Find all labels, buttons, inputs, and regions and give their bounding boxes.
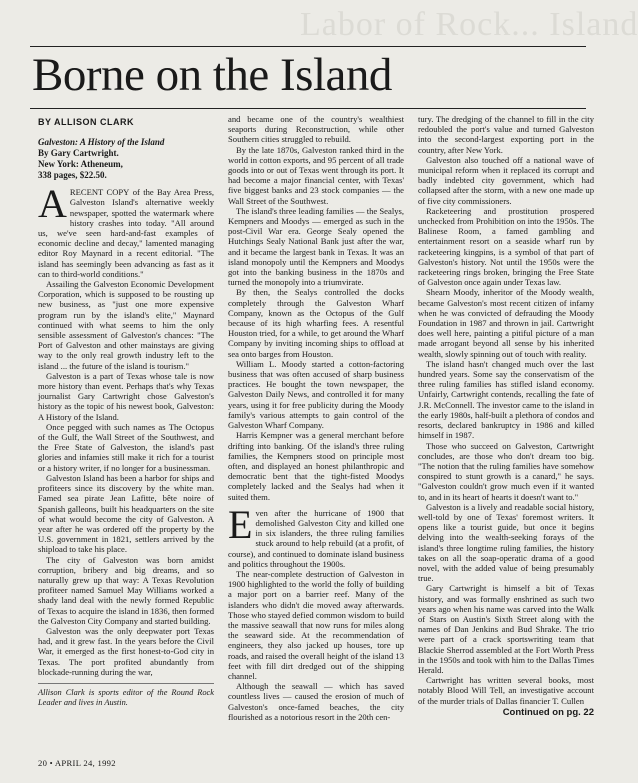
author-note: Allison Clark is sports editor of the Round Rock Leader and lives in Austin. bbox=[38, 683, 214, 708]
column-2 bbox=[228, 114, 404, 722]
paragraph: The city of Galveston was born amidst corruption, bribery and big dreams, and so naturally grew up that way: A Texas Revolution profiteer named Samuel May Williams worked a shady land deal with the newly formed Republic of Texas to acquire the island in 1836, then formed the Galveston City Company and started building. bbox=[38, 554, 214, 626]
paragraph: Once pegged with such names as The Octopus of the Gulf, the Wall Street of the Southwest, and the Free State of Galveston, the island's past glories and infamies still make it rich for a tourist or a history writer, if no longer for a businessman. bbox=[38, 421, 214, 473]
paragraph: Cartwright has written several books, most notably Blood Will Tell, an investigative account of the murder trials of Dallas financier T. Cullen bbox=[418, 675, 594, 706]
paragraph: Although the seawall — which has saved countless lives — caused the erosion of much of Galveston's once-famed beaches, the city flourished as a notorious resort in the 20th cen- bbox=[228, 681, 404, 722]
book-publisher: New York: Atheneum, bbox=[38, 159, 123, 170]
paragraph-text: ven after the hurricane of 1900 that demolished Galveston City and killed one in six islanders, the three ruling families stuck around to help rebuild (at a profit, of course), and continued to dominate island business and politics throughout the 1900s. bbox=[228, 507, 404, 569]
column-1 bbox=[38, 114, 214, 708]
paragraph: Racketeering and prostitution prospered unchecked from Prohibition on into the 1950s. The Balinese Room, a famed gambling and entertainment resort on a seaside wharf run by racketeering kingpins, is a symbol of that part of Galveston's history. Not until the 1950s were the racketeering rings broken, bringing the Free State of Galveston once again under Texas law. bbox=[418, 205, 594, 288]
paragraph: Harris Kempner was a general merchant before drifting into banking. Of the island's three ruling families, the Kempners stood on principle most often, and displayed an honest philanthropic and democratic bent that the tight-fisted Moodys completely lacked and the Sealys had when it suited them. bbox=[228, 430, 404, 502]
paragraph: Galveston also touched off a national wave of municipal reform when it replaced its corrupt and badly indebted city government, which had collapsed after the storm, with a new one made up of five city commissioners. bbox=[418, 154, 594, 206]
bleed-through-text: Labor of Rock... Island bbox=[300, 6, 638, 43]
paragraph: The island hasn't changed much over the last hundred years. Some say the conservatism of the three ruling families has stifled island economy. Unfairly, Cartwright contends, recalling the fate of J.R. McConnell. The investor came to the island in the early 1980s, half-built a plethora of condos and resorts, declared bankruptcy in 1986 and killed himself in 1987. bbox=[418, 358, 594, 441]
top-rule bbox=[30, 46, 586, 47]
paragraph: Assailing the Galveston Economic Development Corporation, which is supposed to be rousting up new business, as "just one more expensive program run by the island's elite," Maynard continued with what seems to him the only sensible assessment of Galveston's chances: "The Port of Galveston and other mainstays are giving way to the only real growth industry left to the island ... the future of the island is tourism." bbox=[38, 279, 214, 371]
article-body bbox=[38, 114, 596, 754]
paragraph: and became one of the country's wealthiest seaports during Reconstruction, while other Southern cities struggled to rebuild. bbox=[228, 114, 404, 145]
paragraph: Those who succeed on Galveston, Cartwright concludes, are those who don't dream too big. "The notion that the ruling families have somehow conspired to stunt growth is a canard," he says. "Galveston couldn't grow much even if it wanted to, and in its heart of hearts it doesn't want to." bbox=[418, 440, 594, 502]
paragraph: Galveston is a lively and readable social history, well-told by one of Texas' foremost writers. It opens like a tourist guide, but once it begins delving into the wealth-seeking forays of the island's three longtime ruling families, the history takes on all the soap-operatic drama of a good novel, with the added value of being presumably true. bbox=[418, 501, 594, 584]
book-author: By Gary Cartwright. bbox=[38, 148, 119, 159]
page-folio: 20 • APRIL 24, 1992 bbox=[38, 758, 116, 768]
paragraph: Galveston was the only deepwater port Texas had, and it grew fast. In the years before the Civil War, it emerged as the first honest-to-God city in Texas. The port profited abundantly from blockade-running during the war, bbox=[38, 625, 214, 677]
drop-cap: E bbox=[228, 501, 253, 547]
lead-in: RECENT COPY bbox=[69, 187, 130, 198]
drop-cap: A bbox=[38, 181, 67, 227]
paragraph: Shearn Moody, inheritor of the Moody wealth, became Galveston's most recent citizen of infamy when he was convicted of defrauding the Moody Foundation in 1987 and thrown in jail. Cartwright does well here, painting a pitiful picture of a man made arrogant beyond all sense by his inherited wealth, slowly spinning out of touch with reality. bbox=[418, 287, 594, 359]
byline: BY ALLISON CLARK bbox=[38, 117, 135, 127]
paragraph: Galveston is a part of Texas whose tale is now more history than event. Perhaps that's why Texas journalist Gary Cartwright chose Galveston's history as the topic of his newest book, Galveston: A History of the Island. bbox=[38, 370, 214, 422]
paragraph bbox=[228, 501, 404, 569]
column-3 bbox=[418, 114, 594, 718]
paragraph bbox=[38, 181, 215, 279]
continued-link[interactable]: Continued on pg. 22 bbox=[502, 706, 594, 718]
paragraph: William L. Moody started a cotton-factoring business that was often accused of sharp business practices. He bought the town newspaper, the Galveston Daily News, and controlled it for many years, using it for free publicity during the Moody family's various attempts to gain control of the Galveston Wharf Company. bbox=[228, 358, 404, 431]
paragraph: By the late 1870s, Galveston ranked third in the world in cotton exports, and 95 percent of all trade goods into or out of Texas went through its port. It had become a major financial center, with Texas' five biggest banks and 23 stock companies — the Wall Street of the Southwest. bbox=[228, 144, 404, 206]
paragraph: tury. The dredging of the channel to fill in the city redoubled the port's value and turned Galveston into the second-largest exporting port in the country, after New York. bbox=[418, 114, 594, 155]
paragraph: The near-complete destruction of Galveston in 1900 highlighted to the world the folly of building a major port on a barrier reef. Many of the islanders who didn't die moved away afterwards. Those who stayed defied common wisdom to build the massive seawall that now runs for miles along the seaward side. At the recommendation of engineers, they also jacked up houses, tore up roads, and raised the overall height of the island 13 feet with fill dirt dredged out of the shipping channel. bbox=[228, 568, 404, 681]
paragraph-text: of the Bay Area Press, Galveston Island's alternative weekly newspaper, spotted the watermark where history crashes into today. "All around us, we've seen hard-and-fast examples of economic decline and decay," lamented managing editor Roy Maynard in a recent editorial. "The island has seemingly been advancing as fast as it can to third-world conditions." bbox=[38, 187, 215, 279]
paragraph: Galveston Island has been a harbor for ships and profiteers since its discovery by the white man. Famed sea pirate Jean Lafitte, bête noire of Spanish galleons, built his headquarters on the site of what would become the city of Galveston. A year after he was ordered off the property by the U.S. government in 1821, settlers arrived by the shipload to take his place. bbox=[38, 472, 214, 555]
paragraph: By then, the Sealys controlled the docks completely through the Galveston Wharf Company, known as the Octopus of the Gulf because of its high wharfing fees. A resentful Houston tried, for a while, to get around the Wharf Company by inviting incoming ships to offload at sea onto barges from Houston. bbox=[228, 287, 404, 359]
book-title: Galveston: A History of the Island bbox=[38, 137, 165, 148]
headline: Borne on the Island bbox=[32, 49, 392, 101]
book-info bbox=[38, 137, 214, 181]
book-details: 338 pages, $22.50. bbox=[38, 170, 107, 181]
paragraph: Gary Cartwright is himself a bit of Texas history, and was formally enshrined as such two years ago when his name was carved into the Walk of Stars on Austin's Sixth Street along with the names of Dan Jenkins and Bud Shrake. The trio were part of a crack sportswriting team that Blackie Sherrod assembled at the Fort Worth Press in the 1950s and took with him to the Dallas Times Herald. bbox=[418, 583, 594, 675]
paragraph: The island's three leading families — the Sealys, Kempners and Moodys — emerged as such in the post-Civil War era. George Sealy opened the Hutchings Sealy National Bank just after the war, and it became the largest bank in Texas. It was an island monopoly until the Kempners and Moodys got into the banking business in the 1870s and turned the monopoly into a triumvirate. bbox=[228, 205, 404, 288]
headline-rule bbox=[30, 108, 586, 109]
